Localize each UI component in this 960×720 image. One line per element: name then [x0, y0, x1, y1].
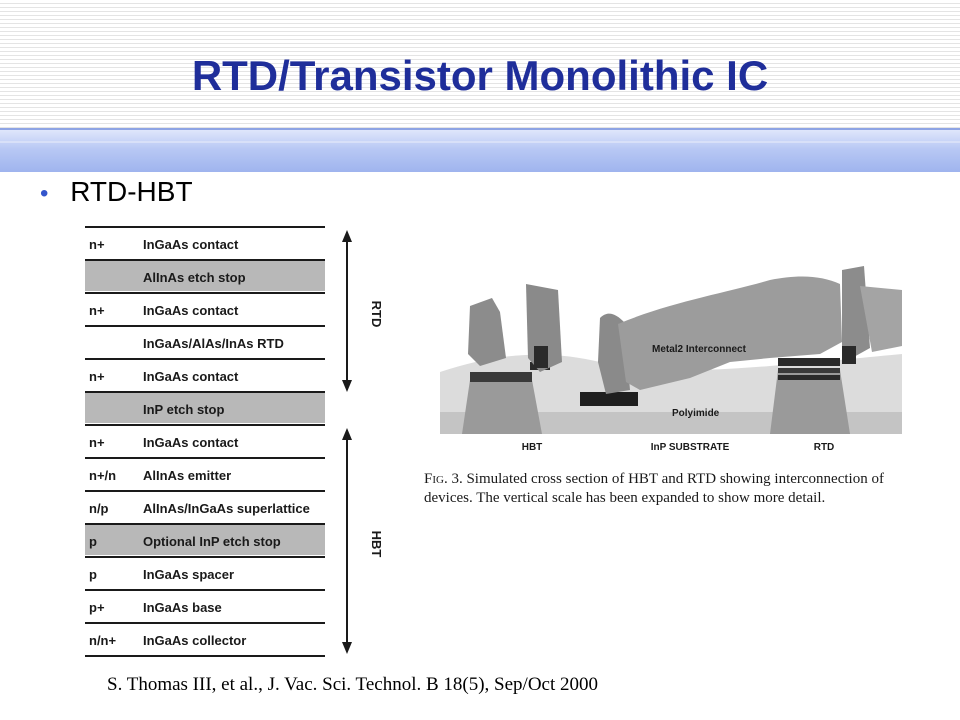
hbt-mesa	[462, 380, 542, 434]
layer-row	[85, 523, 325, 555]
layer-row	[85, 490, 325, 522]
layer-material: AlInAs/InGaAs superlattice	[143, 501, 310, 516]
layer-doping: n+	[89, 237, 105, 252]
layer-doping: n/n+	[89, 633, 117, 648]
layer-material: AlInAs emitter	[143, 468, 232, 483]
substrate-label: InP SUBSTRATE	[650, 442, 730, 452]
layer-stack-figure	[85, 226, 390, 658]
title-band-highlight	[0, 141, 960, 143]
hbt-device-label: HBT	[521, 442, 543, 452]
layer-row	[85, 556, 325, 588]
layer-row	[85, 358, 325, 390]
bullet-item	[40, 176, 193, 208]
metal2-label: Metal2 Interconnect	[652, 344, 746, 355]
title-band	[0, 128, 960, 172]
layer-doping: n/p	[89, 501, 109, 516]
layer-row	[85, 292, 325, 324]
layer-material: InGaAs/AlAs/InAs RTD	[143, 336, 284, 351]
layer-row	[85, 589, 325, 621]
hbt-region-label: HBT	[369, 530, 384, 558]
layer-material: InP etch stop	[143, 402, 225, 417]
layer-row	[85, 259, 325, 291]
layer-doping: n+	[89, 303, 105, 318]
layer-doping: n+/n	[89, 468, 117, 483]
cross-section-figure	[440, 262, 902, 452]
layer-row	[85, 424, 325, 456]
layer-doping: n+	[89, 369, 105, 384]
region-brackets	[330, 226, 390, 658]
layer-doping: p	[89, 534, 97, 549]
layer-stack-bottom-line	[85, 655, 325, 657]
polyimide-label: Polyimide	[672, 408, 720, 419]
figure-number: Fig. 3.	[424, 471, 463, 487]
layer-material: InGaAs collector	[143, 633, 247, 648]
layer-doping: p+	[89, 600, 105, 615]
layer-row	[85, 622, 325, 654]
layer-row	[85, 325, 325, 357]
hbt-region-arrow	[342, 428, 352, 654]
layer-material: InGaAs contact	[143, 303, 239, 318]
figure-caption	[424, 470, 924, 508]
rtd-region-label: RTD	[369, 300, 384, 328]
layer-material: InGaAs spacer	[143, 567, 235, 582]
layer-row	[85, 226, 325, 258]
bullet-text: RTD-HBT	[70, 176, 193, 207]
bullet-dot-icon: •	[40, 180, 49, 207]
slide-title: RTD/Transistor Monolithic IC	[191, 52, 769, 99]
rtd-region-arrow	[342, 230, 352, 392]
layer-material: InGaAs contact	[143, 435, 239, 450]
layer-material: Optional InP etch stop	[143, 534, 281, 549]
rtd-device-label: RTD	[813, 442, 835, 452]
citation: S. Thomas III, et al., J. Vac. Sci. Technol. B 18(5), Sep/Oct 2000	[107, 674, 599, 695]
layer-doping: p	[89, 567, 97, 582]
layer-row	[85, 457, 325, 489]
layer-material: InGaAs contact	[143, 369, 239, 384]
layer-doping: n+	[89, 435, 105, 450]
caption-text: Simulated cross section of HBT and RTD showing interconnection of devices. The vertical scale has been expanded to show more detail.	[424, 471, 884, 506]
layer-material: InGaAs contact	[143, 237, 239, 252]
layer-material: AlInAs etch stop	[143, 270, 246, 285]
layer-row	[85, 391, 325, 423]
layer-material: InGaAs base	[143, 600, 222, 615]
